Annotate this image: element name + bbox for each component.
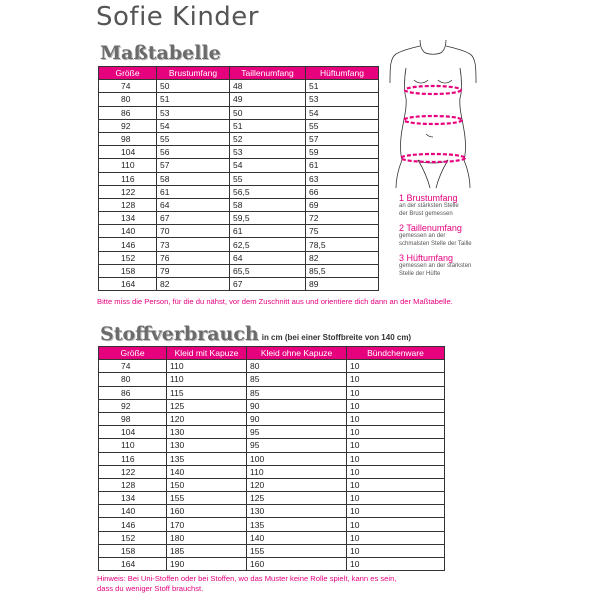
table-cell: 135 [167,452,247,465]
table-cell: 10 [347,386,445,399]
table-row [99,531,445,544]
table-cell: 110 [99,439,167,452]
table-cell: 51 [157,93,230,106]
legend-taillenumfang [399,223,472,248]
table-cell: 10 [347,439,445,452]
table-cell: 73 [157,238,230,251]
table-cell: 164 [99,558,167,571]
table-cell: 58 [230,198,306,211]
table-cell: 104 [99,426,167,439]
table-cell: 55 [306,119,379,132]
table-cell: 80 [247,360,347,373]
table-cell: 10 [347,505,445,518]
table-row [99,159,379,172]
table-cell: 10 [347,518,445,531]
table-row [99,198,379,211]
col-kleid-ohne-kapuze: Kleid ohne Kapuze [247,347,347,360]
table-row [99,238,379,251]
table-cell: 170 [167,518,247,531]
table-cell: 110 [167,373,247,386]
table-row [99,544,445,557]
table-cell: 56 [157,146,230,159]
table-row [99,278,379,291]
fabric-note-line: dass du weniger Stoff brauchst. [97,584,204,593]
table-row [99,558,445,571]
col-groesse: Größe [99,347,167,360]
table-cell: 61 [230,225,306,238]
table-cell: 10 [347,544,445,557]
table-cell: 85,5 [306,264,379,277]
table-cell: 67 [230,278,306,291]
table-cell: 50 [157,80,230,93]
table-cell: 82 [157,278,230,291]
table-cell: 76 [157,251,230,264]
table-cell: 155 [167,492,247,505]
table-cell: 152 [99,531,167,544]
table-row [99,146,379,159]
table-cell: 158 [99,264,157,277]
table-cell: 64 [157,198,230,211]
legend-desc-line: gemessen an der stärksten [399,263,472,269]
table-cell: 10 [347,412,445,425]
table-cell: 130 [167,439,247,452]
col-kleid-mit-kapuze: Kleid mit Kapuze [167,347,247,360]
table-cell: 146 [99,238,157,251]
table-cell: 59 [306,146,379,159]
table-cell: 54 [230,159,306,172]
chest-measure-line [405,86,461,94]
table-cell: 146 [99,518,167,531]
table-cell: 67 [157,212,230,225]
measure-header-row [99,67,379,80]
legend-desc-line: gemessen an der [399,233,446,239]
table-cell: 59,5 [230,212,306,225]
table-cell: 164 [99,278,157,291]
table-cell: 10 [347,492,445,505]
table-cell: 80 [99,373,167,386]
table-cell: 10 [347,465,445,478]
table-cell: 128 [99,478,167,491]
table-cell: 95 [247,439,347,452]
waist-measure-line [404,116,462,124]
table-cell: 10 [347,373,445,386]
table-cell: 10 [347,426,445,439]
table-cell: 140 [247,531,347,544]
fabric-subheading: in cm (bei einer Stoffbreite von 140 cm) [261,333,412,342]
table-cell: 115 [167,386,247,399]
table-cell: 100 [247,452,347,465]
table-cell: 51 [306,80,379,93]
legend-desc-line: der Brust gemessen [399,210,453,217]
table-row [99,373,445,386]
fabric-note [97,574,396,594]
measure-table [98,66,379,291]
table-cell: 98 [99,132,157,145]
table-row [99,264,379,277]
table-cell: 130 [247,505,347,518]
table-row [99,399,445,412]
table-cell: 92 [99,119,157,132]
table-cell: 62,5 [230,238,306,251]
table-cell: 49 [230,93,306,106]
body-figure-illustration [388,38,478,190]
table-cell: 180 [167,531,247,544]
table-cell: 50 [230,106,306,119]
table-cell: 79 [157,264,230,277]
table-cell: 61 [157,185,230,198]
table-cell: 61 [306,159,379,172]
table-cell: 10 [347,558,445,571]
legend-title: 2 Taillenumfang [399,223,462,233]
table-cell: 140 [99,225,157,238]
col-hueftumfang: Hüftumfang [306,67,379,80]
table-cell: 86 [99,106,157,119]
table-cell: 125 [167,399,247,412]
table-cell: 48 [230,80,306,93]
table-cell: 55 [157,132,230,145]
fabric-table [98,346,445,571]
table-cell: 98 [99,412,167,425]
table-cell: 158 [99,544,167,557]
table-cell: 63 [306,172,379,185]
table-cell: 74 [99,80,157,93]
table-row [99,106,379,119]
measure-heading: Maßtabelle [100,42,221,64]
col-brustumfang: Brustumfang [157,67,230,80]
table-row [99,439,445,452]
table-cell: 155 [247,544,347,557]
hip-measure-line [401,154,465,162]
table-cell: 54 [306,106,379,119]
table-cell: 54 [157,119,230,132]
table-cell: 95 [247,426,347,439]
col-buendchenware: Bündchenware [347,347,445,360]
table-cell: 66 [306,185,379,198]
table-cell: 104 [99,146,157,159]
table-cell: 152 [99,251,157,264]
col-taillenumfang: Taillenumfang [230,67,306,80]
fabric-heading-text: Stoffverbrauch [100,323,259,345]
table-cell: 89 [306,278,379,291]
table-cell: 51 [230,119,306,132]
table-row [99,492,445,505]
page-title: Sofie Kinder [96,2,259,32]
table-cell: 74 [99,360,167,373]
table-cell: 52 [230,132,306,145]
table-cell: 120 [247,478,347,491]
table-cell: 53 [157,106,230,119]
table-cell: 55 [230,172,306,185]
legend-desc-line: an der stärksten Stelle [399,203,459,209]
table-cell: 56,5 [230,185,306,198]
table-cell: 80 [99,93,157,106]
table-row [99,412,445,425]
table-cell: 160 [167,505,247,518]
table-cell: 134 [99,492,167,505]
table-cell: 75 [306,225,379,238]
table-cell: 185 [167,544,247,557]
table-cell: 122 [99,465,167,478]
table-cell: 90 [247,399,347,412]
table-cell: 57 [306,132,379,145]
table-cell: 53 [306,93,379,106]
table-cell: 130 [167,426,247,439]
table-row [99,465,445,478]
fabric-header-row [99,347,445,360]
legend-desc-line: Stelle der Hüfte [399,270,441,277]
table-cell: 190 [167,558,247,571]
table-cell: 72 [306,212,379,225]
legend-desc-line: schmalsten Stelle der Taille [399,240,472,247]
table-cell: 140 [99,505,167,518]
table-row [99,426,445,439]
col-groesse: Größe [99,67,157,80]
table-row [99,212,379,225]
table-cell: 120 [167,412,247,425]
table-row [99,80,379,93]
table-cell: 128 [99,198,157,211]
table-row [99,478,445,491]
table-cell: 69 [306,198,379,211]
table-row [99,172,379,185]
table-cell: 134 [99,212,157,225]
table-cell: 86 [99,386,167,399]
table-cell: 150 [167,478,247,491]
table-cell: 10 [347,360,445,373]
legend-hueftumfang [399,253,471,278]
table-cell: 10 [347,452,445,465]
table-row [99,185,379,198]
table-cell: 57 [157,159,230,172]
fabric-note-line: Hinweis: Bei Uni-Stoffen oder bei Stoffen, wo das Muster keine Rolle spielt, kann es sein, [97,574,397,583]
table-cell: 78,5 [306,238,379,251]
table-cell: 10 [347,399,445,412]
table-cell: 85 [247,386,347,399]
table-cell: 10 [347,531,445,544]
table-cell: 82 [306,251,379,264]
table-cell: 58 [157,172,230,185]
table-cell: 110 [99,159,157,172]
table-cell: 92 [99,399,167,412]
table-row [99,119,379,132]
table-cell: 70 [157,225,230,238]
table-row [99,386,445,399]
table-cell: 53 [230,146,306,159]
table-row [99,93,379,106]
table-cell: 122 [99,185,157,198]
table-cell: 135 [247,518,347,531]
legend-title: 3 Hüftumfang [399,253,454,263]
table-row [99,225,379,238]
table-cell: 64 [230,251,306,264]
table-cell: 90 [247,412,347,425]
table-row [99,518,445,531]
fabric-heading [100,323,411,345]
table-row [99,132,379,145]
table-cell: 110 [247,465,347,478]
table-cell: 125 [247,492,347,505]
table-cell: 160 [247,558,347,571]
table-cell: 140 [167,465,247,478]
table-row [99,452,445,465]
legend-title: 1 Brustumfang [399,193,458,203]
table-cell: 116 [99,452,167,465]
table-cell: 116 [99,172,157,185]
table-cell: 110 [167,360,247,373]
legend-brustumfang [399,193,459,218]
table-row [99,360,445,373]
measure-note: Bitte miss die Person, für die du nähst, vor dem Zuschnitt aus und orientiere dich dann an der Maßtabelle. [97,297,453,306]
table-row [99,251,379,264]
table-row [99,505,445,518]
table-cell: 10 [347,478,445,491]
table-cell: 65,5 [230,264,306,277]
table-cell: 85 [247,373,347,386]
